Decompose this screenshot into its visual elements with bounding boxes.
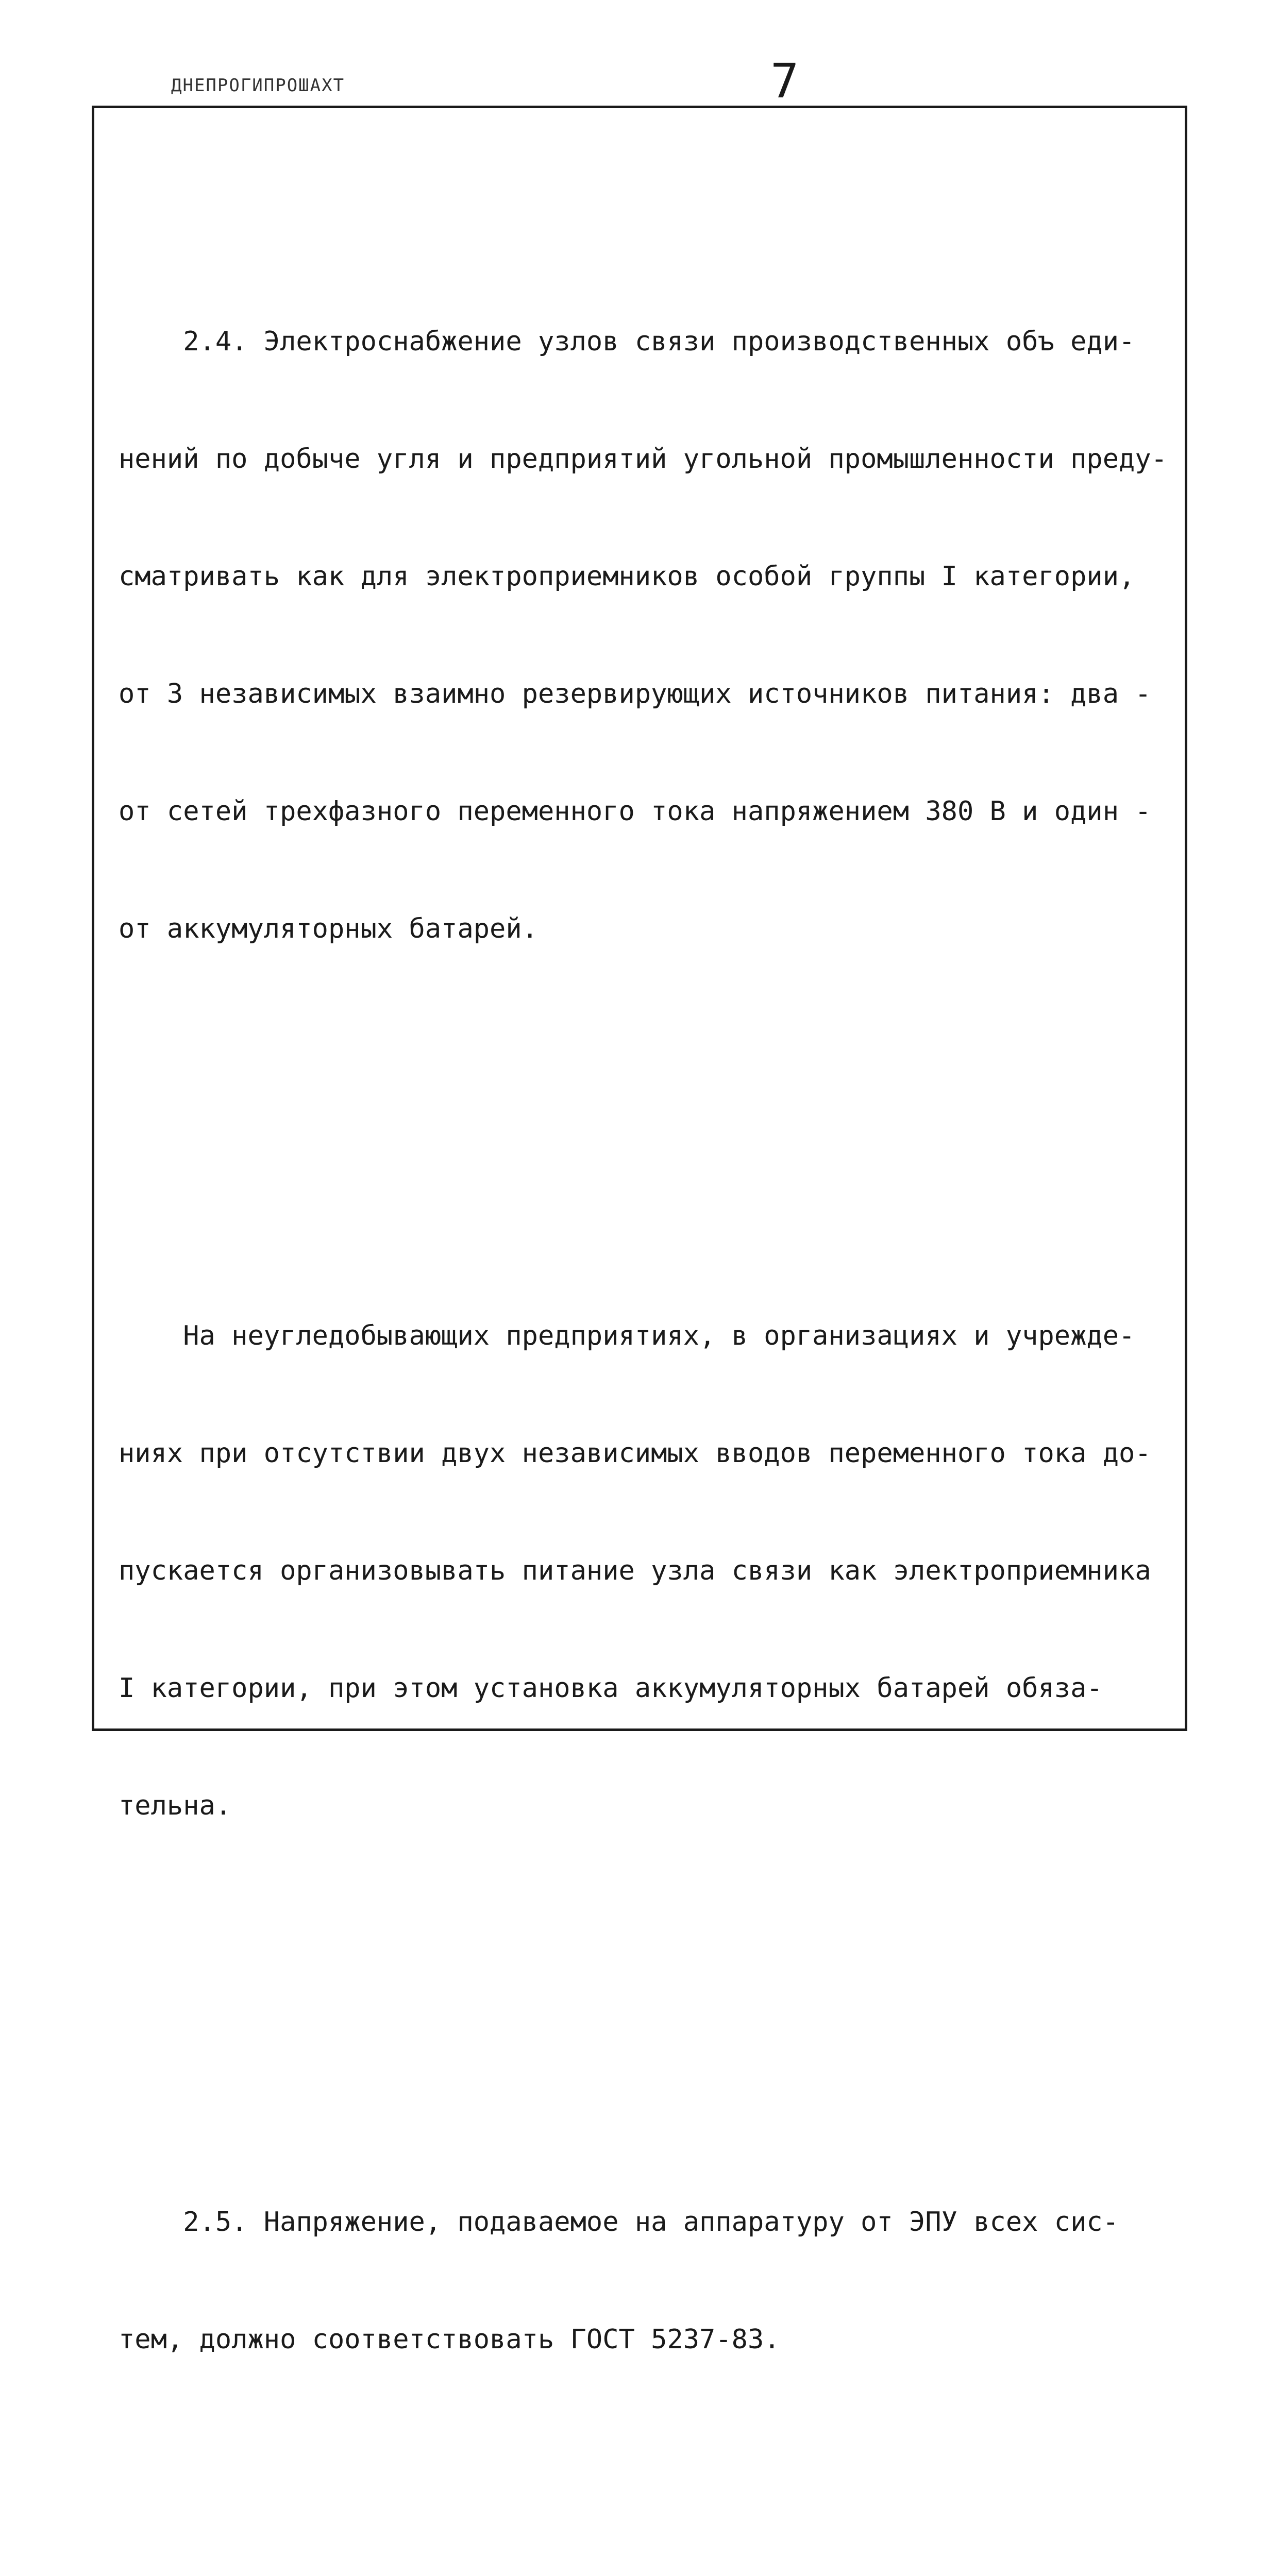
text-line: тем, должно соответствовать ГОСТ 5237-83. [119,2324,780,2355]
text-line: 2.4. Электроснабжение узлов связи производственных объ еди- [119,326,1135,357]
organization-stamp: ДНЕПРОГИПРОШАХТ [171,75,345,96]
document-body [119,126,1175,2576]
text-line: от 3 независимых взаимно резервирующих источников питания: два - [119,679,1151,709]
text-line: от сетей трехфазного переменного тока напряжением 380 В и один - [119,796,1151,827]
paragraph-2-5 [119,2124,1175,2437]
paragraph-2-4-note [119,1238,1175,1904]
text-line: от аккумуляторных батарей. [119,913,538,944]
paragraph-2-4 [119,244,1175,1027]
text-line: ниях при отсутствии двух независимых вводов переменного тока до- [119,1438,1151,1469]
text-line: пускается организовывать питание узла связи как электроприемника [119,1555,1151,1586]
page-number: 7 [770,54,799,109]
text-line: сматривать как для электроприемников особой группы I категории, [119,561,1135,592]
text-line: На неугледобывающих предприятиях, в организациях и учрежде- [119,1320,1135,1351]
text-line: I категории, при этом установка аккумуляторных батарей обяза- [119,1673,1103,1704]
text-line: нений по добыче угля и предприятий угольной промышленности преду- [119,444,1167,474]
text-line: 2.5. Напряжение, подаваемое на аппаратуру от ЭПУ всех сис- [119,2207,1119,2238]
text-line: тельна. [119,1790,232,1821]
